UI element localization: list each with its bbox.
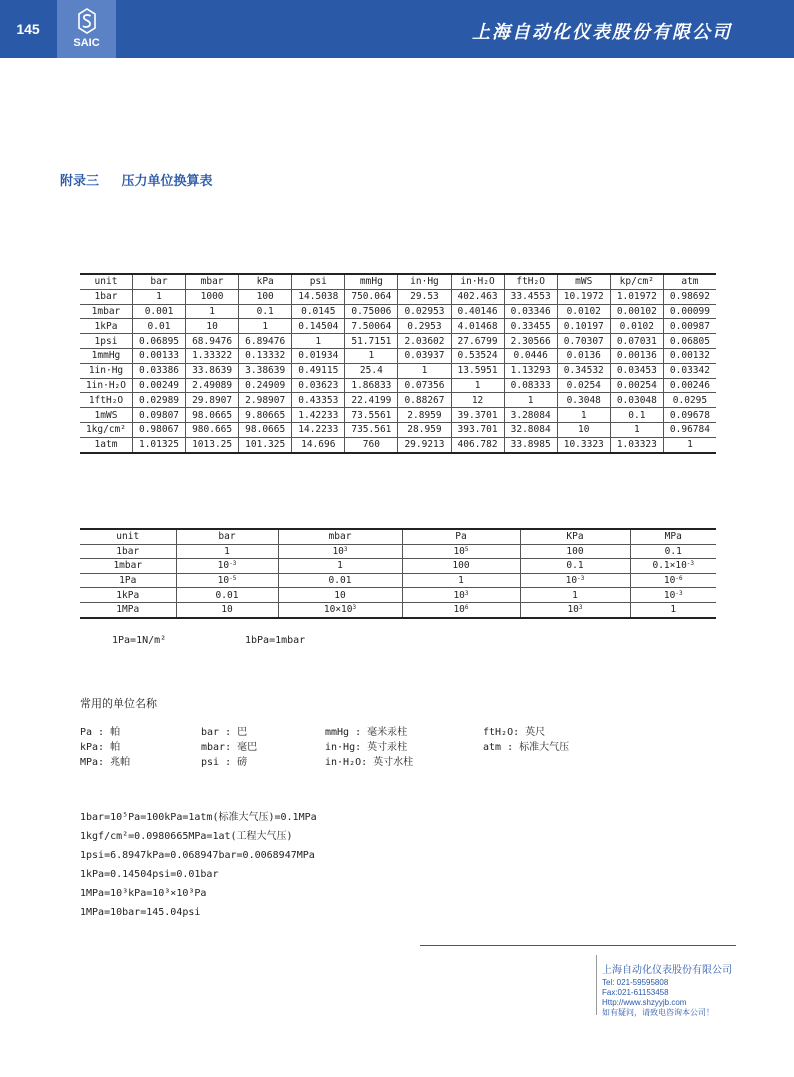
table-header-row <box>80 274 716 289</box>
table-cell: 32.8084 <box>504 422 557 437</box>
table-cell: 402.463 <box>451 289 504 304</box>
table-cell: 0.00987 <box>663 319 716 334</box>
table-cell: 0.06805 <box>663 334 716 349</box>
column-header: Pa <box>402 529 520 544</box>
exponent: 5 <box>464 545 469 553</box>
table-cell: 0.13332 <box>239 348 292 363</box>
table-cell: 13.5951 <box>451 363 504 378</box>
table-cell: 1 <box>239 319 292 334</box>
table-cell: 1mWS <box>94 409 118 421</box>
table-cell: 1 <box>176 544 278 559</box>
table-cell: 98.0665 <box>239 422 292 437</box>
saic-emblem-icon <box>78 8 96 34</box>
page-header <box>0 0 794 58</box>
footer-company: 上海自动化仪表股份有限公司 <box>602 965 732 976</box>
table-cell: 3.28084 <box>504 408 557 423</box>
note-pascal: 1Pa=1N/m² <box>112 635 167 646</box>
table-cell: 0.03453 <box>610 363 663 378</box>
footer-vertical-divider <box>596 955 597 1015</box>
table-cell: 0.34532 <box>557 363 610 378</box>
table-cell: 0.98067 <box>132 422 185 437</box>
table-cell: 0.0254 <box>557 378 610 393</box>
page-number: 145 <box>16 21 40 37</box>
exponent: 3 <box>352 604 357 612</box>
table-cell: 100 <box>520 544 630 559</box>
table-cell: 0.09807 <box>132 408 185 423</box>
table-row <box>80 573 716 588</box>
table-row <box>80 588 716 603</box>
table-cell: 0.08333 <box>504 378 557 393</box>
logo-text: SAIC <box>73 37 100 49</box>
table-cell: 0.001 <box>132 304 185 319</box>
table-cell: 1 <box>520 588 630 603</box>
table-cell: 0.53524 <box>451 348 504 363</box>
unit-item: ftH₂O: 英尺 <box>483 727 546 738</box>
exponent: -3 <box>577 575 585 583</box>
table-cell: 0.33455 <box>504 319 557 334</box>
table-cell: 14.5038 <box>292 289 345 304</box>
note-bpa: 1bPa=1mbar <box>245 635 306 646</box>
column-header: atm <box>663 274 716 289</box>
table-cell: 0.2953 <box>398 319 451 334</box>
table-cell: 750.064 <box>345 289 398 304</box>
exponent: 6 <box>464 604 469 612</box>
table-cell: 1mbar <box>113 560 143 572</box>
company-name: 上海自动化仪表股份有限公司 <box>472 22 732 43</box>
unit-item: bar : 巴 <box>201 727 248 738</box>
table-cell: 1Pa <box>119 575 137 587</box>
table-cell: 1kPa <box>94 320 118 332</box>
table-cell: 1 <box>345 348 398 363</box>
table-cell: 1kg/cm² <box>85 424 126 436</box>
table-cell: 1 <box>557 408 610 423</box>
table-cell: 0.02953 <box>398 304 451 319</box>
table-cell: 1psi <box>94 335 118 347</box>
unit-item: Pa : 帕 <box>80 727 121 738</box>
table-cell: 10 <box>186 319 239 334</box>
table-cell: $10^3$ <box>278 544 402 559</box>
formula-line: 1bar=10⁵Pa=100kPa=1atm(标准大气压)=0.1MPa <box>80 812 317 823</box>
table-cell: 1mmHg <box>91 350 121 362</box>
table-cell: 10.3323 <box>557 437 610 452</box>
table-cell: 0.03937 <box>398 348 451 363</box>
table-cell: 0.01 <box>132 319 185 334</box>
units-column <box>80 725 130 770</box>
column-header: in·H₂O <box>451 274 504 289</box>
pressure-conversion-table <box>80 273 716 454</box>
formula-line: 1MPa=10³kPa=10³×10³Pa <box>80 888 207 899</box>
table-title: 压力单位换算表 <box>121 174 213 189</box>
table-cell: 1.33322 <box>186 348 239 363</box>
table-cell: 0.02989 <box>132 393 185 408</box>
footer-contact-note: 如有疑问，请致电咨询本公司！ <box>602 1008 714 1017</box>
exponent: -6 <box>675 575 683 583</box>
table-cell: 0.40146 <box>451 304 504 319</box>
table-cell: $10\times 10^3$ <box>278 602 402 617</box>
table-cell: 1bar <box>94 291 118 303</box>
table-cell: 100 <box>239 289 292 304</box>
table-cell: 0.96784 <box>663 422 716 437</box>
footer-tel: Tel: 021-59595808 <box>602 978 669 987</box>
table-cell: $0.1\times 10^{-3}$ <box>630 559 716 574</box>
formula-line: 1kgf/cm²=0.0980665MPa=1at(工程大气压) <box>80 831 293 842</box>
table-cell: 0.0446 <box>504 348 557 363</box>
table-cell: 1.03323 <box>610 437 663 452</box>
table-cell: 2.49089 <box>186 378 239 393</box>
table-row <box>80 437 716 452</box>
table-cell: 0.10197 <box>557 319 610 334</box>
table-cell: 1013.25 <box>186 437 239 452</box>
table-cell: 0.43353 <box>292 393 345 408</box>
table-cell: 0.03048 <box>610 393 663 408</box>
unit-item: mmHg : 毫米汞柱 <box>325 727 408 738</box>
unit-item: in·H₂O: 英寸水柱 <box>325 757 414 768</box>
table-cell: 1 <box>630 602 716 617</box>
column-header: bar <box>176 529 278 544</box>
table-cell: 1 <box>402 573 520 588</box>
table-cell: 1mbar <box>91 305 121 317</box>
table-cell: 0.03623 <box>292 378 345 393</box>
table-cell: 0.06895 <box>132 334 185 349</box>
table-cell: 4.01468 <box>451 319 504 334</box>
table-cell: 10 <box>278 588 402 603</box>
column-header: kp/cm² <box>610 274 663 289</box>
table-cell: 0.07356 <box>398 378 451 393</box>
exponent: 3 <box>464 589 469 597</box>
conversion-formulas <box>80 808 317 922</box>
pressure-si-conversion-table <box>80 528 716 619</box>
table-cell: 9.80665 <box>239 408 292 423</box>
table-header-row <box>80 529 716 544</box>
table-cell: 0.00102 <box>610 304 663 319</box>
unit-item: atm : 标准大气压 <box>483 742 570 753</box>
table-cell: 6.89476 <box>239 334 292 349</box>
footer-contact <box>602 961 732 1018</box>
table-row <box>80 393 716 408</box>
table-cell: $10^{-5}$ <box>176 573 278 588</box>
table-cell: 0.49115 <box>292 363 345 378</box>
table-cell: 2.98907 <box>239 393 292 408</box>
table-cell: 3.38639 <box>239 363 292 378</box>
table-cell: 51.7151 <box>345 334 398 349</box>
exponent: -5 <box>229 575 237 583</box>
table-cell: 760 <box>345 437 398 452</box>
table-row <box>80 304 716 319</box>
table-cell: 0.00132 <box>663 348 716 363</box>
table-cell: 33.8985 <box>504 437 557 452</box>
column-header: in·Hg <box>398 274 451 289</box>
unit-item: in·Hg: 英寸汞柱 <box>325 742 408 753</box>
column-header: mWS <box>557 274 610 289</box>
table-cell: 1.01972 <box>610 289 663 304</box>
section-title <box>60 170 213 189</box>
table-cell: 0.24909 <box>239 378 292 393</box>
table-cell: 29.9213 <box>398 437 451 452</box>
units-title: 常用的单位名称 <box>80 697 157 710</box>
table-cell: 0.00249 <box>132 378 185 393</box>
table-cell: 0.98692 <box>663 289 716 304</box>
formula-line: 1kPa=0.14504psi=0.01bar <box>80 869 219 880</box>
units-column <box>483 725 569 755</box>
table-cell: $10^{-3}$ <box>630 588 716 603</box>
unit-item: MPa: 兆帕 <box>80 757 131 768</box>
exponent: -3 <box>229 560 237 568</box>
column-header: mbar <box>278 529 402 544</box>
footer-website[interactable]: Http://www.shzyyjb.com <box>602 998 687 1007</box>
table-cell: 68.9476 <box>186 334 239 349</box>
table-cell: 0.75006 <box>345 304 398 319</box>
table-cell: 1 <box>451 378 504 393</box>
table-cell: 1 <box>398 363 451 378</box>
table-cell: 7.50064 <box>345 319 398 334</box>
units-column <box>325 725 413 770</box>
exponent: 3 <box>343 545 348 553</box>
table-cell: 1 <box>292 334 345 349</box>
table-cell: 98.0665 <box>186 408 239 423</box>
table-cell: 0.01 <box>278 573 402 588</box>
column-header: KPa <box>520 529 630 544</box>
table-row <box>80 319 716 334</box>
unit-item: psi : 磅 <box>201 757 248 768</box>
table-cell: $10^5$ <box>402 544 520 559</box>
table-cell: 393.701 <box>451 422 504 437</box>
table-cell: 12 <box>451 393 504 408</box>
table-cell: 1 <box>610 422 663 437</box>
table-cell: $10^{-3}$ <box>176 559 278 574</box>
units-column <box>201 725 257 770</box>
table-cell: 0.70307 <box>557 334 610 349</box>
table-row <box>80 544 716 559</box>
table-cell: 33.4553 <box>504 289 557 304</box>
column-header: mmHg <box>345 274 398 289</box>
table-cell: 14.696 <box>292 437 345 452</box>
unit-item: kPa: 帕 <box>80 742 121 753</box>
table-cell: 0.07031 <box>610 334 663 349</box>
table-cell: 1bar <box>116 545 140 557</box>
table-cell: 0.03386 <box>132 363 185 378</box>
table-cell: 25.4 <box>345 363 398 378</box>
table-cell: 0.88267 <box>398 393 451 408</box>
table-cell: 1kPa <box>116 589 140 601</box>
appendix-label: 附录三 <box>60 174 100 189</box>
column-header: kPa <box>239 274 292 289</box>
table-cell: 0.03342 <box>663 363 716 378</box>
table-cell: 1ftH₂O <box>88 394 124 406</box>
table-cell: 0.3048 <box>557 393 610 408</box>
table-cell: $10^6$ <box>402 602 520 617</box>
column-header: unit <box>94 276 118 288</box>
table-cell: 22.4199 <box>345 393 398 408</box>
table-cell: 73.5561 <box>345 408 398 423</box>
unit-item: mbar: 毫巴 <box>201 742 258 753</box>
table-row <box>80 408 716 423</box>
table-cell: 1 <box>278 559 402 574</box>
table-cell: 10 <box>176 602 278 617</box>
table-cell: 1 <box>186 304 239 319</box>
table-cell: 1.42233 <box>292 408 345 423</box>
table-cell: 0.0145 <box>292 304 345 319</box>
table-cell: 0.1 <box>610 408 663 423</box>
table-cell: 0.0102 <box>557 304 610 319</box>
table-cell: 0.1 <box>239 304 292 319</box>
footer-fax: Fax:021-61153458 <box>602 988 669 997</box>
exponent: 3 <box>578 604 583 612</box>
table-cell: 10 <box>557 422 610 437</box>
table-cell: 27.6799 <box>451 334 504 349</box>
exponent: -3 <box>686 560 695 568</box>
table-cell: 0.0102 <box>610 319 663 334</box>
table-cell: $10^{-3}$ <box>520 573 630 588</box>
table-row <box>80 348 716 363</box>
table-cell: 735.561 <box>345 422 398 437</box>
table-cell: 1.86833 <box>345 378 398 393</box>
table-cell: 39.3701 <box>451 408 504 423</box>
saic-logo <box>57 0 116 58</box>
table-cell: 0.00246 <box>663 378 716 393</box>
table-cell: 1atm <box>94 439 118 451</box>
table-cell: 0.00099 <box>663 304 716 319</box>
table-cell: 1.13293 <box>504 363 557 378</box>
table-row <box>80 363 716 378</box>
formula-line: 1psi=6.8947kPa=0.068947bar=0.0068947MPa <box>80 850 315 861</box>
table-cell: 1.01325 <box>132 437 185 452</box>
table-cell: 1000 <box>186 289 239 304</box>
table-row <box>80 378 716 393</box>
table-cell: 2.8959 <box>398 408 451 423</box>
table-cell: 0.14504 <box>292 319 345 334</box>
table-cell: 0.01 <box>176 588 278 603</box>
table-cell: 0.00136 <box>610 348 663 363</box>
table-row <box>80 602 716 617</box>
table-cell: 0.0295 <box>663 393 716 408</box>
formula-line: 1MPa=10bar=145.04psi <box>80 907 201 918</box>
table-cell: $10^3$ <box>520 602 630 617</box>
footer-divider <box>420 945 736 946</box>
column-header: MPa <box>630 529 716 544</box>
table-cell: 1in·H₂O <box>85 379 126 391</box>
table-cell: 1 <box>132 289 185 304</box>
table-row <box>80 422 716 437</box>
table-cell: 0.1 <box>630 544 716 559</box>
table-row <box>80 559 716 574</box>
column-header: bar <box>132 274 185 289</box>
table-row <box>80 289 716 304</box>
table-cell: 14.2233 <box>292 422 345 437</box>
table-cell: 100 <box>402 559 520 574</box>
exponent: -3 <box>675 589 683 597</box>
table-cell: 1 <box>663 437 716 452</box>
table-cell: 0.1 <box>520 559 630 574</box>
table-cell: 406.782 <box>451 437 504 452</box>
table-row <box>80 334 716 349</box>
column-header: mbar <box>186 274 239 289</box>
table-cell: 980.665 <box>186 422 239 437</box>
table-cell: $10^3$ <box>402 588 520 603</box>
table-cell: 0.0136 <box>557 348 610 363</box>
table-cell: 0.00254 <box>610 378 663 393</box>
table-cell: 0.09678 <box>663 408 716 423</box>
table-cell: 0.01934 <box>292 348 345 363</box>
table-cell: 1in·Hg <box>88 365 124 377</box>
table-cell: $10^{-6}$ <box>630 573 716 588</box>
table-cell: 2.03602 <box>398 334 451 349</box>
table-cell: 10.1972 <box>557 289 610 304</box>
table-cell: 29.53 <box>398 289 451 304</box>
table-cell: 2.30566 <box>504 334 557 349</box>
table-cell: 0.00133 <box>132 348 185 363</box>
table-cell: 29.8907 <box>186 393 239 408</box>
column-header: ftH₂O <box>504 274 557 289</box>
table-cell: 0.03346 <box>504 304 557 319</box>
column-header: unit <box>116 531 140 543</box>
table-cell: 28.959 <box>398 422 451 437</box>
table-cell: 1MPa <box>116 604 140 616</box>
table-cell: 1 <box>504 393 557 408</box>
table-cell: 33.8639 <box>186 363 239 378</box>
table-cell: 101.325 <box>239 437 292 452</box>
column-header: psi <box>292 274 345 289</box>
